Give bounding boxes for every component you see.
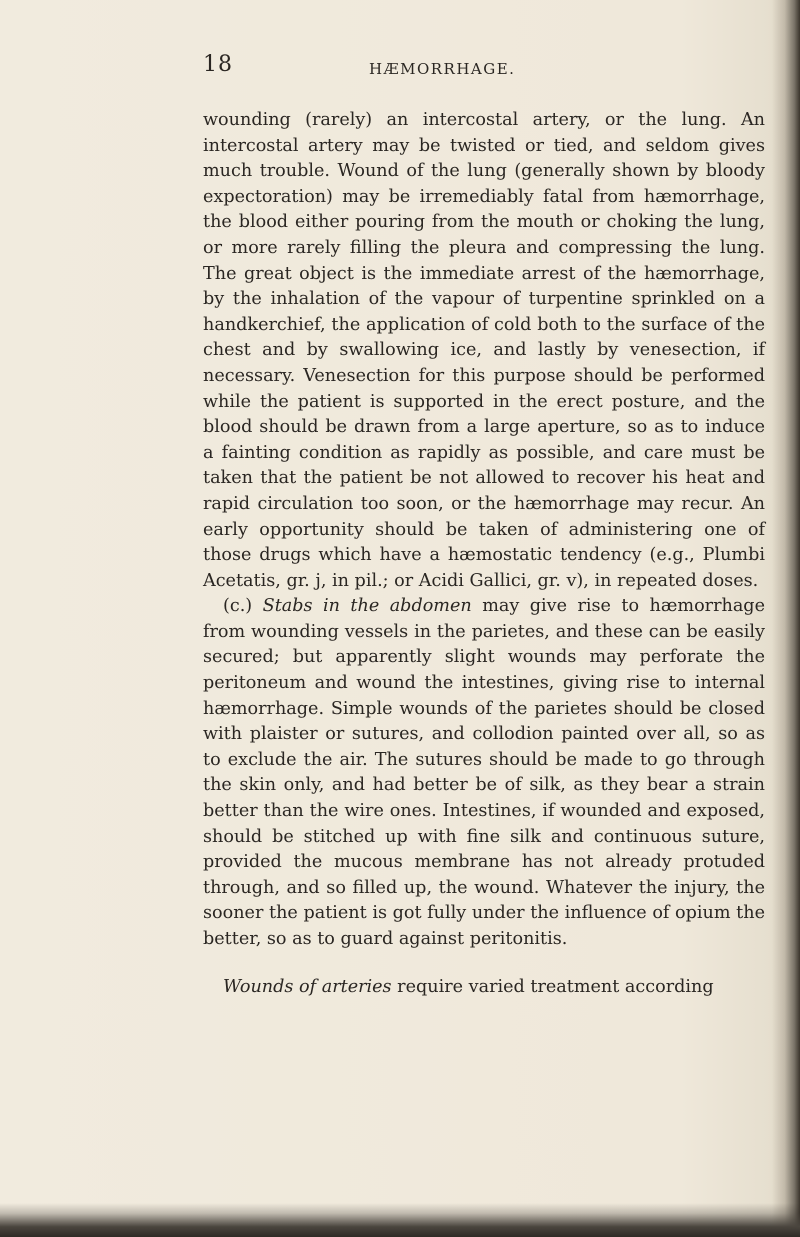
paragraph-gap xyxy=(203,953,765,975)
body-text xyxy=(203,108,765,1000)
paragraph-text: may give rise to hæmorrhage from wounding vessels in the parietes, and these can be easily secured; but apparently slight wounds may perforate the peritoneum and wound the intestines, giving rise to internal hæmorrhage. Simple wounds of the parietes should be closed with plaister or sutures, and collodion painted over all, so as to exclude the air. The sutures should be made to go through the skin only, and had better be of silk, as they bear a strain better than the wire ones. Intestines, if wounded and exposed, should be stitched up with fine silk and continuous suture, provided the mucous membrane has not already protuded through, and so filled up, the wound. Whatever the injury, the sooner the patient is got fully under the influence of opium the better, so as to guard against peritonitis. xyxy=(203,596,765,949)
page-bottom-edge-shadow xyxy=(0,1203,800,1237)
running-head: HÆMORRHAGE. xyxy=(369,60,516,78)
section-marker: (c.) xyxy=(223,596,263,617)
paragraph-abdomen-stabs xyxy=(203,594,765,952)
page-header xyxy=(203,52,763,86)
section-heading-arteries: Wounds of arteries xyxy=(223,976,392,997)
page-right-edge-shadow xyxy=(772,0,800,1237)
section-heading-stabs: Stabs in the abdomen xyxy=(262,596,472,617)
paragraph-lung-wounds: wounding (rarely) an intercostal artery, or the lung. An intercostal artery may be twisted or tied, and seldom gives much trouble. Wound of the lung (generally shown by bloody expectoration) may be irremediably fatal from hæmorrhage, the blood either pouring from the mouth or choking the lung, or more rarely filling the pleura and compressing the lung. The great object is the immediate arrest of the hæmorrhage, by the inhalation of the vapour of turpentine sprinkled on a handkerchief, the application of cold both to the surface of the chest and by swallowing ice, and lastly by venesection, if necessary. Venesection for this purpose should be performed while the patient is supported in the erect posture, and the blood should be drawn from a large aperture, so as to induce a fainting condition as rapidly as possible, and care must be taken that the patient be not allowed to recover his heat and rapid circulation too soon, or the hæmorrhage may recur. An early opportunity should be taken of administering one of those drugs which have a hæmostatic tendency (e.g., Plumbi Acetatis, gr. j, in pil.; or Acidi Gallici, gr. v), in repeated doses. xyxy=(203,110,765,591)
paragraph-arteries xyxy=(203,975,765,1001)
page-number: 18 xyxy=(203,52,233,77)
paragraph-text: require varied treatment according xyxy=(391,976,714,997)
